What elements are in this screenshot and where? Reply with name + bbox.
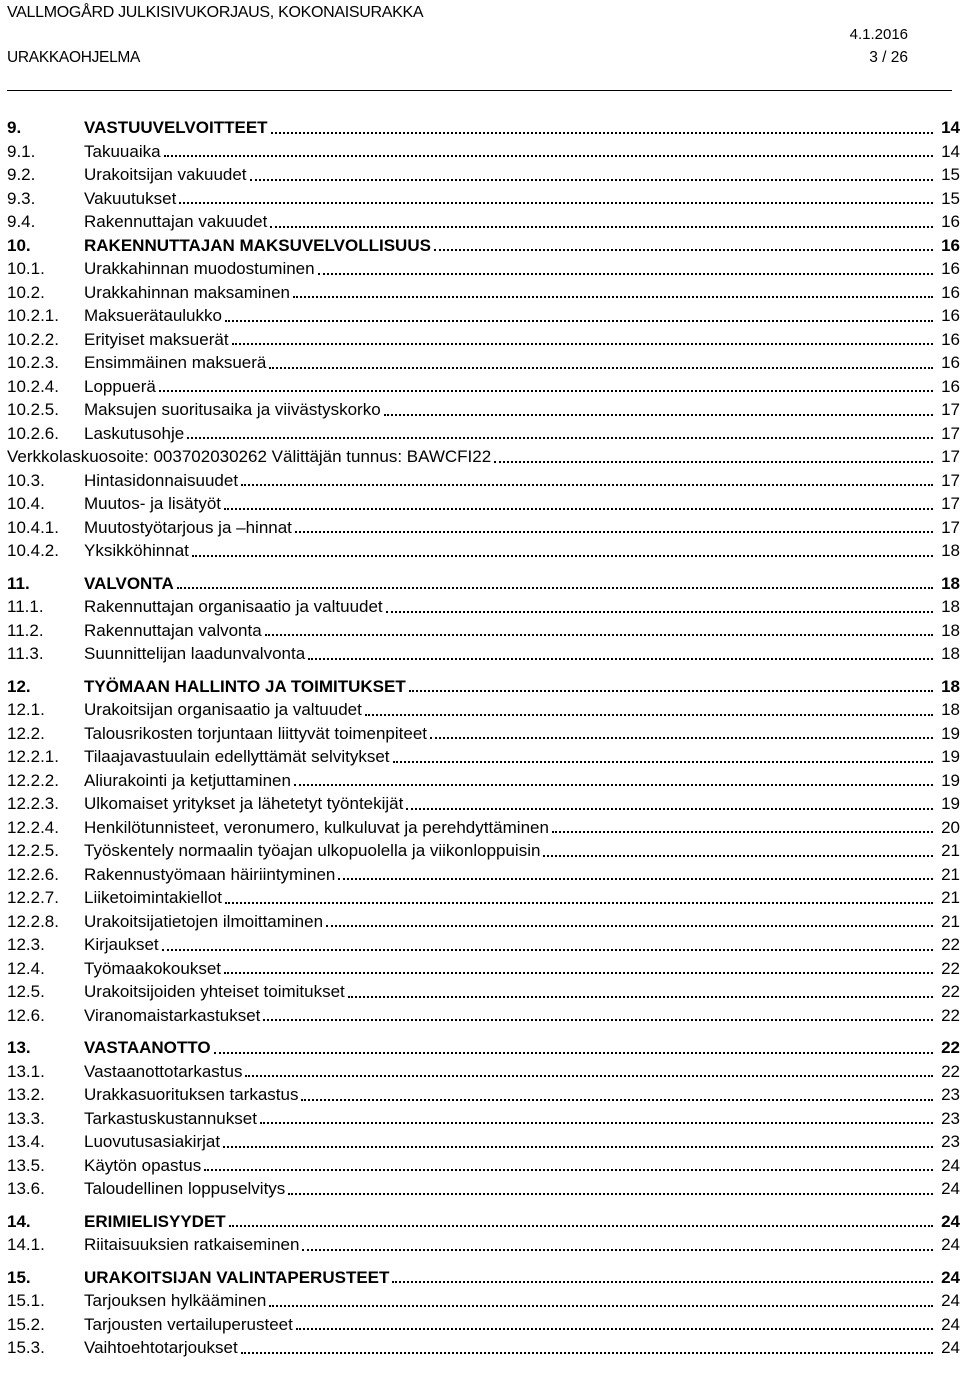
toc-entry-title: Urakoitsijan vakuudet bbox=[84, 165, 247, 184]
toc-entry-title: Maksujen suoritusaika ja viivästyskorko bbox=[84, 400, 381, 419]
toc-entry-number: 10.2.3. bbox=[7, 353, 59, 372]
toc-entry-page: 16 bbox=[941, 353, 960, 372]
toc-entry-page: 22 bbox=[941, 935, 960, 954]
toc-entry-page: 24 bbox=[941, 1338, 960, 1357]
toc-dot-leader bbox=[260, 1121, 933, 1124]
toc-entry-title: Riitaisuuksien ratkaiseminen bbox=[84, 1235, 300, 1254]
toc-entry-page: 21 bbox=[941, 911, 960, 931]
toc-entry[interactable] bbox=[7, 328, 960, 352]
toc-dot-leader bbox=[302, 1248, 933, 1251]
toc-entry-title: Rakennuttajan valvonta bbox=[84, 620, 262, 640]
toc-dot-leader bbox=[393, 760, 933, 763]
toc-entry-page: 14 bbox=[941, 141, 960, 161]
toc-entry-number: 13.2. bbox=[7, 1085, 45, 1104]
toc-entry-number: 13.5. bbox=[7, 1155, 45, 1175]
toc-entry-page: 23 bbox=[941, 1108, 960, 1128]
toc-entry-page: 17 bbox=[941, 494, 960, 513]
toc-entry-title: RAKENNUTTAJAN MAKSUVELVOLLISUUS bbox=[84, 235, 431, 255]
toc-entry[interactable] bbox=[7, 257, 960, 281]
toc-dot-leader bbox=[308, 657, 933, 660]
toc-entry-page: 24 bbox=[941, 1155, 960, 1175]
toc-section-heading[interactable] bbox=[7, 675, 960, 699]
toc-entry-page: 16 bbox=[941, 212, 960, 231]
toc-entry[interactable] bbox=[7, 933, 960, 957]
toc-entry[interactable] bbox=[7, 187, 960, 211]
toc-entry[interactable] bbox=[7, 163, 960, 187]
toc-entry[interactable] bbox=[7, 281, 960, 305]
toc-dot-leader bbox=[225, 901, 933, 904]
toc-entry[interactable] bbox=[7, 910, 960, 934]
toc-entry-page: 23 bbox=[941, 1085, 960, 1104]
toc-dot-leader bbox=[162, 948, 933, 951]
toc-entry-number: 10.4. bbox=[7, 494, 45, 513]
document-type: URAKKAOHJELMA bbox=[7, 49, 141, 66]
toc-entry-number: 12.2.5. bbox=[7, 841, 59, 860]
toc-entry-page: 19 bbox=[941, 770, 960, 790]
toc-entry[interactable] bbox=[7, 1083, 960, 1107]
table-of-contents bbox=[7, 116, 960, 1360]
toc-dot-leader bbox=[241, 1351, 933, 1354]
toc-entry-number: 12.3. bbox=[7, 935, 45, 954]
toc-dot-leader bbox=[192, 554, 933, 557]
toc-entry-page: 19 bbox=[941, 794, 960, 813]
toc-entry-title: Kirjaukset bbox=[84, 935, 159, 954]
toc-dot-leader bbox=[409, 689, 933, 692]
toc-entry-page: 17 bbox=[941, 400, 960, 419]
toc-entry-page: 19 bbox=[941, 723, 960, 743]
toc-entry[interactable] bbox=[7, 1289, 960, 1313]
toc-entry-title: Rakennustyömaan häiriintyminen bbox=[84, 864, 336, 884]
toc-entry-title: TYÖMAAN HALLINTO JA TOIMITUKSET bbox=[84, 676, 406, 696]
toc-entry[interactable] bbox=[7, 1313, 960, 1337]
toc-dot-leader bbox=[179, 201, 933, 204]
toc-entry-title: Ensimmäinen maksuerä bbox=[84, 353, 267, 372]
toc-entry-number: 10. bbox=[7, 235, 31, 255]
toc-entry-page: 21 bbox=[941, 841, 960, 860]
toc-dot-leader bbox=[232, 342, 933, 345]
header-divider bbox=[7, 90, 952, 91]
toc-entry-number: 10.2.4. bbox=[7, 376, 59, 396]
toc-entry[interactable] bbox=[7, 980, 960, 1004]
toc-entry[interactable] bbox=[7, 745, 960, 769]
toc-entry-number: 12.2.3. bbox=[7, 794, 59, 813]
toc-entry-title: Takuuaika bbox=[84, 141, 161, 161]
toc-dot-leader bbox=[295, 530, 933, 533]
toc-entry-page: 24 bbox=[941, 1267, 960, 1287]
toc-entry-number: 9.2. bbox=[7, 165, 36, 184]
toc-entry-number: 12.6. bbox=[7, 1005, 45, 1025]
toc-entry[interactable] bbox=[7, 1336, 960, 1360]
toc-entry-number: 12.2.4. bbox=[7, 817, 59, 837]
toc-entry-number: 10.2. bbox=[7, 282, 45, 302]
toc-entry-title: Maksuerätaulukko bbox=[84, 306, 222, 325]
toc-entry-number: 12.2. bbox=[7, 723, 45, 743]
toc-dot-leader bbox=[494, 460, 933, 463]
toc-entry-title: Urakkasuorituksen tarkastus bbox=[84, 1085, 299, 1104]
toc-entry-title: Luovutusasiakirjat bbox=[84, 1132, 221, 1151]
toc-entry-page: 24 bbox=[941, 1179, 960, 1198]
toc-entry-title: Verkkolaskuosoite: 003702030262 Välittäjän tunnus: BAWCFI22 bbox=[7, 447, 492, 466]
toc-entry[interactable] bbox=[7, 210, 960, 234]
toc-entry-number: 11.1. bbox=[7, 597, 44, 616]
toc-entry-title: VASTAANOTTO bbox=[84, 1038, 211, 1057]
toc-entry-page: 16 bbox=[941, 282, 960, 302]
toc-dot-leader bbox=[338, 877, 933, 880]
toc-entry-title: Työskentely normaalin työajan ulkopuolella ja viikonloppuisin bbox=[84, 841, 541, 860]
toc-entry-number: 12.2.6. bbox=[7, 864, 59, 884]
toc-entry-title: Urakoitsijoiden yhteiset toimitukset bbox=[84, 982, 345, 1001]
toc-entry[interactable] bbox=[7, 722, 960, 746]
toc-entry-page: 14 bbox=[941, 118, 960, 137]
toc-entry-page: 22 bbox=[941, 1061, 960, 1081]
toc-dot-leader bbox=[271, 131, 933, 134]
toc-entry-title: Urakkahinnan maksaminen bbox=[84, 282, 290, 302]
toc-entry-number: 9.3. bbox=[7, 188, 36, 208]
toc-entry-number: 15.3. bbox=[7, 1338, 45, 1357]
toc-entry-number: 10.2.2. bbox=[7, 329, 59, 349]
page-header bbox=[7, 0, 908, 94]
toc-entry-page: 23 bbox=[941, 1132, 960, 1151]
toc-entry-title: Rakennuttajan organisaatio ja valtuudet bbox=[84, 597, 383, 616]
toc-dot-leader bbox=[386, 610, 933, 613]
toc-entry[interactable] bbox=[7, 375, 960, 399]
toc-entry-title: Erityiset maksuerät bbox=[84, 329, 229, 349]
toc-entry-number: 14. bbox=[7, 1211, 31, 1231]
toc-entry-title: Urakoitsijan organisaatio ja valtuudet bbox=[84, 700, 362, 719]
toc-entry[interactable] bbox=[7, 863, 960, 887]
toc-entry[interactable] bbox=[7, 595, 960, 619]
toc-entry-title: Ulkomaiset yritykset ja lähetetyt työntekijät bbox=[84, 794, 404, 813]
toc-dot-leader bbox=[301, 1098, 933, 1101]
toc-entry-number: 11.2. bbox=[7, 620, 44, 640]
toc-dot-leader bbox=[223, 1145, 933, 1148]
toc-dot-leader bbox=[348, 995, 933, 998]
toc-entry-page: 15 bbox=[941, 165, 960, 184]
toc-entry-title: Tarjousten vertailuperusteet bbox=[84, 1314, 293, 1334]
toc-entry-number: 9.1. bbox=[7, 141, 36, 161]
page-number: 3 / 26 bbox=[869, 49, 908, 66]
toc-entry-title: Käytön opastus bbox=[84, 1155, 202, 1175]
document-date: 4.1.2016 bbox=[849, 26, 908, 43]
toc-dot-leader bbox=[224, 971, 933, 974]
toc-dot-leader bbox=[552, 830, 933, 833]
toc-dot-leader bbox=[288, 1192, 933, 1195]
toc-entry[interactable] bbox=[7, 1004, 960, 1028]
toc-dot-leader bbox=[365, 713, 933, 716]
toc-dot-leader bbox=[269, 366, 933, 369]
toc-entry-page: 15 bbox=[941, 188, 960, 208]
toc-entry-number: 10.4.1. bbox=[7, 517, 59, 537]
toc-dot-leader bbox=[384, 413, 933, 416]
toc-entry-number: 12.2.7. bbox=[7, 888, 59, 907]
toc-entry[interactable] bbox=[7, 839, 960, 863]
toc-entry-number: 9.4. bbox=[7, 212, 36, 231]
toc-section-heading[interactable] bbox=[7, 572, 960, 596]
toc-entry-page: 21 bbox=[941, 864, 960, 884]
toc-entry-title: Urakoitsijatietojen ilmoittaminen bbox=[84, 911, 324, 931]
toc-entry-title: Vakuutukset bbox=[84, 188, 177, 208]
toc-entry-page: 16 bbox=[941, 259, 960, 278]
toc-entry-title: Hintasidonnaisuudet bbox=[84, 470, 239, 490]
toc-entry-number: 10.1. bbox=[7, 259, 45, 278]
toc-section-heading[interactable] bbox=[7, 1210, 960, 1234]
toc-entry[interactable] bbox=[7, 816, 960, 840]
toc-entry-title: Yksikköhinnat bbox=[84, 541, 189, 560]
toc-entry-page: 24 bbox=[941, 1235, 960, 1254]
toc-entry-page: 22 bbox=[941, 1038, 960, 1057]
toc-entry-title: Muutostyötarjous ja –hinnat bbox=[84, 517, 292, 537]
toc-dot-leader bbox=[164, 154, 933, 157]
toc-entry-page: 18 bbox=[941, 541, 960, 560]
toc-entry[interactable] bbox=[7, 469, 960, 493]
toc-entry[interactable] bbox=[7, 492, 960, 516]
toc-entry-number: 11.3. bbox=[7, 644, 44, 663]
toc-entry-title: Muutos- ja lisätyöt bbox=[84, 494, 221, 513]
toc-entry-number: 10.4.2. bbox=[7, 541, 59, 560]
toc-dot-leader bbox=[263, 1018, 933, 1021]
toc-dot-leader bbox=[159, 389, 933, 392]
toc-entry-title: ERIMIELISYYDET bbox=[84, 1211, 226, 1231]
toc-entry[interactable] bbox=[7, 516, 960, 540]
toc-dot-leader bbox=[406, 807, 933, 810]
toc-entry-title: Henkilötunnisteet, veronumero, kulkuluvat ja perehdyttäminen bbox=[84, 817, 549, 837]
toc-entry[interactable] bbox=[7, 769, 960, 793]
toc-entry-page: 18 bbox=[941, 597, 960, 616]
toc-entry[interactable] bbox=[7, 422, 960, 446]
toc-entry-title: Liiketoimintakiellot bbox=[84, 888, 222, 907]
toc-entry-page: 21 bbox=[941, 888, 960, 907]
toc-entry-page: 17 bbox=[941, 517, 960, 537]
toc-entry-title: Rakennuttajan vakuudet bbox=[84, 212, 268, 231]
toc-entry-title: Työmaakokoukset bbox=[84, 958, 222, 978]
toc-entry-title: URAKOITSIJAN VALINTAPERUSTEET bbox=[84, 1267, 390, 1287]
toc-entry-title: Viranomaistarkastukset bbox=[84, 1005, 261, 1025]
toc-entry-number: 10.2.1. bbox=[7, 306, 59, 325]
toc-entry-number: 12. bbox=[7, 676, 31, 696]
toc-entry-title: Urakkahinnan muodostuminen bbox=[84, 259, 315, 278]
toc-entry-page: 24 bbox=[941, 1211, 960, 1231]
toc-entry-number: 13.1. bbox=[7, 1061, 45, 1081]
toc-entry-page: 22 bbox=[941, 958, 960, 978]
toc-entry[interactable] bbox=[7, 398, 960, 422]
toc-entry-title: Suunnittelijan laadunvalvonta bbox=[84, 644, 306, 663]
toc-entry-number: 15.2. bbox=[7, 1314, 45, 1334]
toc-entry-page: 19 bbox=[941, 747, 960, 766]
toc-entry-page: 18 bbox=[941, 620, 960, 640]
toc-entry-title: Laskutusohje bbox=[84, 423, 185, 443]
toc-entry-number: 12.2.1. bbox=[7, 747, 59, 766]
toc-entry-page: 16 bbox=[941, 329, 960, 349]
toc-entry[interactable] bbox=[7, 351, 960, 375]
toc-entry[interactable] bbox=[7, 957, 960, 981]
toc-entry[interactable] bbox=[7, 792, 960, 816]
toc-entry[interactable] bbox=[7, 304, 960, 328]
toc-dot-leader bbox=[214, 1051, 933, 1054]
toc-entry-page: 22 bbox=[941, 1005, 960, 1025]
toc-entry[interactable] bbox=[7, 1154, 960, 1178]
toc-entry-page: 18 bbox=[941, 644, 960, 663]
toc-dot-leader bbox=[270, 225, 933, 228]
toc-entry-title: Vaihtoehtotarjoukset bbox=[84, 1338, 238, 1357]
toc-entry[interactable] bbox=[7, 539, 960, 563]
toc-entry[interactable] bbox=[7, 1130, 960, 1154]
toc-dot-leader bbox=[543, 854, 933, 857]
toc-entry-title: Tarjouksen hylkääminen bbox=[84, 1291, 267, 1310]
toc-entry[interactable] bbox=[7, 1107, 960, 1131]
toc-section-heading[interactable] bbox=[7, 1266, 960, 1290]
toc-dot-leader bbox=[318, 272, 933, 275]
toc-entry[interactable] bbox=[7, 445, 960, 469]
toc-dot-leader bbox=[392, 1280, 933, 1283]
toc-entry[interactable] bbox=[7, 698, 960, 722]
toc-dot-leader bbox=[177, 586, 933, 589]
toc-dot-leader bbox=[245, 1074, 933, 1077]
toc-dot-leader bbox=[224, 507, 933, 510]
toc-dot-leader bbox=[296, 1327, 933, 1330]
toc-dot-leader bbox=[250, 178, 933, 181]
toc-entry-number: 15.1. bbox=[7, 1291, 45, 1310]
toc-entry[interactable] bbox=[7, 619, 960, 643]
toc-entry-page: 16 bbox=[941, 235, 960, 255]
toc-entry-number: 12.5. bbox=[7, 982, 45, 1001]
toc-entry[interactable] bbox=[7, 1233, 960, 1257]
project-title: VALLMOGÅRD JULKISIVUKORJAUS, KOKONAISURAKKA bbox=[7, 4, 424, 21]
toc-entry-page: 16 bbox=[941, 306, 960, 325]
toc-entry-title: Aliurakointi ja ketjuttaminen bbox=[84, 770, 291, 790]
toc-entry-page: 18 bbox=[941, 700, 960, 719]
toc-entry[interactable] bbox=[7, 1177, 960, 1201]
toc-entry-number: 13.6. bbox=[7, 1179, 45, 1198]
toc-entry[interactable] bbox=[7, 886, 960, 910]
toc-entry-page: 24 bbox=[941, 1314, 960, 1334]
toc-entry-number: 10.3. bbox=[7, 470, 45, 490]
toc-entry[interactable] bbox=[7, 642, 960, 666]
toc-entry-number: 13. bbox=[7, 1038, 31, 1057]
toc-entry-number: 13.4. bbox=[7, 1132, 45, 1151]
toc-section-heading[interactable] bbox=[7, 116, 960, 140]
toc-entry-page: 16 bbox=[941, 376, 960, 396]
toc-entry-page: 17 bbox=[941, 447, 960, 466]
toc-dot-leader bbox=[265, 633, 933, 636]
toc-dot-leader bbox=[204, 1168, 933, 1171]
toc-section-heading[interactable] bbox=[7, 1036, 960, 1060]
toc-entry-number: 12.2.2. bbox=[7, 770, 59, 790]
toc-entry-number: 12.4. bbox=[7, 958, 45, 978]
toc-entry-title: Tarkastuskustannukset bbox=[84, 1108, 257, 1128]
toc-dot-leader bbox=[187, 436, 933, 439]
toc-entry[interactable] bbox=[7, 140, 960, 164]
toc-dot-leader bbox=[241, 483, 933, 486]
toc-entry-title: Tilaajavastuulain edellyttämät selvitykset bbox=[84, 747, 390, 766]
toc-entry-title: Vastaanottotarkastus bbox=[84, 1061, 243, 1081]
toc-entry-page: 22 bbox=[941, 982, 960, 1001]
toc-entry-title: Talousrikosten torjuntaan liittyvät toimenpiteet bbox=[84, 723, 428, 743]
toc-entry-title: VALVONTA bbox=[84, 573, 174, 593]
toc-entry-page: 17 bbox=[941, 470, 960, 490]
toc-dot-leader bbox=[225, 319, 933, 322]
toc-entry-number: 10.2.5. bbox=[7, 400, 59, 419]
toc-entry[interactable] bbox=[7, 1060, 960, 1084]
toc-entry-number: 11. bbox=[7, 573, 30, 593]
toc-entry-page: 17 bbox=[941, 423, 960, 443]
toc-entry-page: 24 bbox=[941, 1291, 960, 1310]
toc-entry-page: 18 bbox=[941, 573, 960, 593]
toc-section-heading[interactable] bbox=[7, 234, 960, 258]
toc-entry-title: Loppuerä bbox=[84, 376, 156, 396]
toc-entry-number: 12.2.8. bbox=[7, 911, 59, 931]
toc-entry-page: 20 bbox=[941, 817, 960, 837]
toc-entry-number: 9. bbox=[7, 118, 22, 137]
toc-entry-number: 10.2.6. bbox=[7, 423, 59, 443]
toc-dot-leader bbox=[294, 783, 933, 786]
toc-entry-title: Taloudellinen loppuselvitys bbox=[84, 1179, 286, 1198]
toc-entry-number: 12.1. bbox=[7, 700, 45, 719]
toc-entry-page: 18 bbox=[941, 676, 960, 696]
toc-entry-title: VASTUUVELVOITTEET bbox=[84, 118, 268, 137]
toc-entry-number: 14.1. bbox=[7, 1235, 45, 1254]
toc-entry-number: 13.3. bbox=[7, 1108, 45, 1128]
toc-dot-leader bbox=[326, 924, 933, 927]
toc-dot-leader bbox=[229, 1224, 933, 1227]
toc-dot-leader bbox=[430, 736, 933, 739]
toc-dot-leader bbox=[293, 295, 933, 298]
toc-dot-leader bbox=[434, 248, 933, 251]
toc-entry-number: 15. bbox=[7, 1267, 31, 1287]
toc-dot-leader bbox=[269, 1304, 933, 1307]
